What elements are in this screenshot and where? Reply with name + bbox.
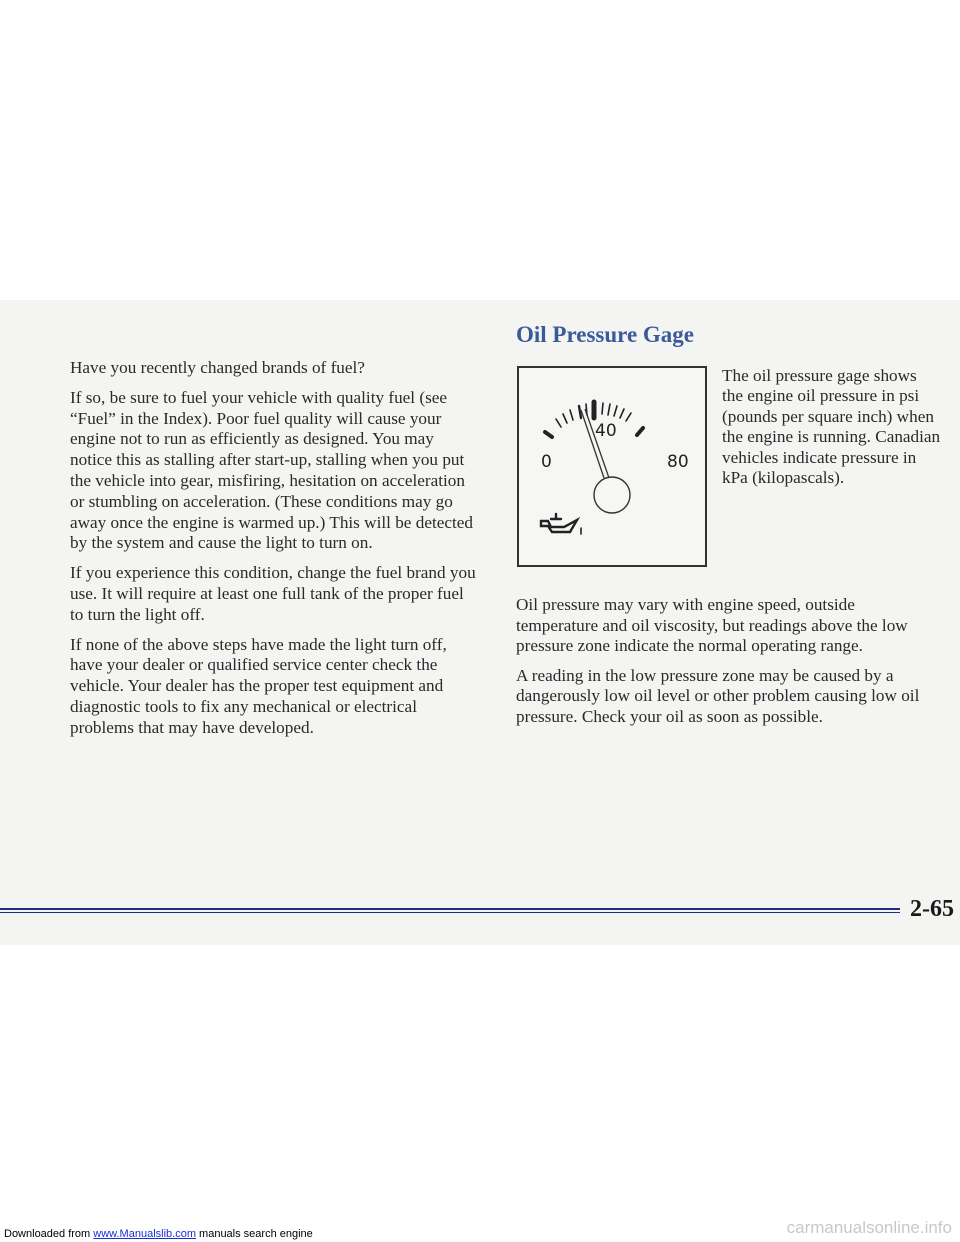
- gauge-hub: [594, 477, 630, 513]
- page-footer-rule: [0, 908, 900, 918]
- gauge-label-max: 80: [667, 452, 689, 472]
- oil-pressure-gauge-illustration: [517, 366, 707, 567]
- right-column: [516, 595, 941, 737]
- download-footer: [4, 1228, 313, 1240]
- paragraph: Have you recently changed brands of fuel?: [70, 358, 365, 377]
- footer-suffix: manuals search engine: [195, 1228, 313, 1240]
- manualslib-link[interactable]: www.Manualslib.com: [93, 1228, 196, 1240]
- gauge-label-mid: 40: [595, 421, 617, 441]
- page-number: 2-65: [910, 896, 954, 922]
- gauge-ticks: [545, 402, 643, 437]
- paragraph: Oil pressure may vary with engine speed, outside temperature and oil viscosity, but readings above the low pressure zone indicate the normal operating range.: [516, 595, 908, 656]
- gauge-label-min: 0: [541, 452, 552, 472]
- gauge-description: The oil pressure gage shows the engine oil pressure in psi (pounds per square inch) when the engine is running. Canadian vehicles indicate pressure in kPa (kilopascals).: [722, 366, 941, 488]
- paragraph: A reading in the low pressure zone may be caused by a dangerously low oil level or other problem causing low oil pressure. Check your oil as soon as possible.: [516, 665, 920, 726]
- footer-prefix: Downloaded from: [4, 1228, 94, 1240]
- watermark: carmanualsonline.info: [786, 1218, 952, 1237]
- paragraph: If none of the above steps have made the light turn off, have your dealer or qualified service center check the vehicle. Your dealer has the proper test equipment and diagnostic tools to fix any mechanical or electrical problems that may have developed.: [70, 634, 447, 737]
- section-heading: Oil Pressure Gage: [516, 322, 695, 347]
- paragraph: If you experience this condition, change the fuel brand you use. It will require at least one full tank of the proper fuel to turn the light off.: [70, 563, 476, 624]
- oil-can-icon: [541, 514, 581, 534]
- left-column: [70, 358, 480, 748]
- paragraph: If so, be sure to fuel your vehicle with quality fuel (see “Fuel” in the Index). Poor fuel quality will cause your engine not to run as efficiently as designed. You may notice this as stalling after start-up, stalling when you put the vehicle into gear, misfiring, hesitation on acceleration or stumbling on acceleration. (These conditions may go away once the engine is warmed up.) This will be detected by the system and cause the light to turn on.: [70, 387, 473, 553]
